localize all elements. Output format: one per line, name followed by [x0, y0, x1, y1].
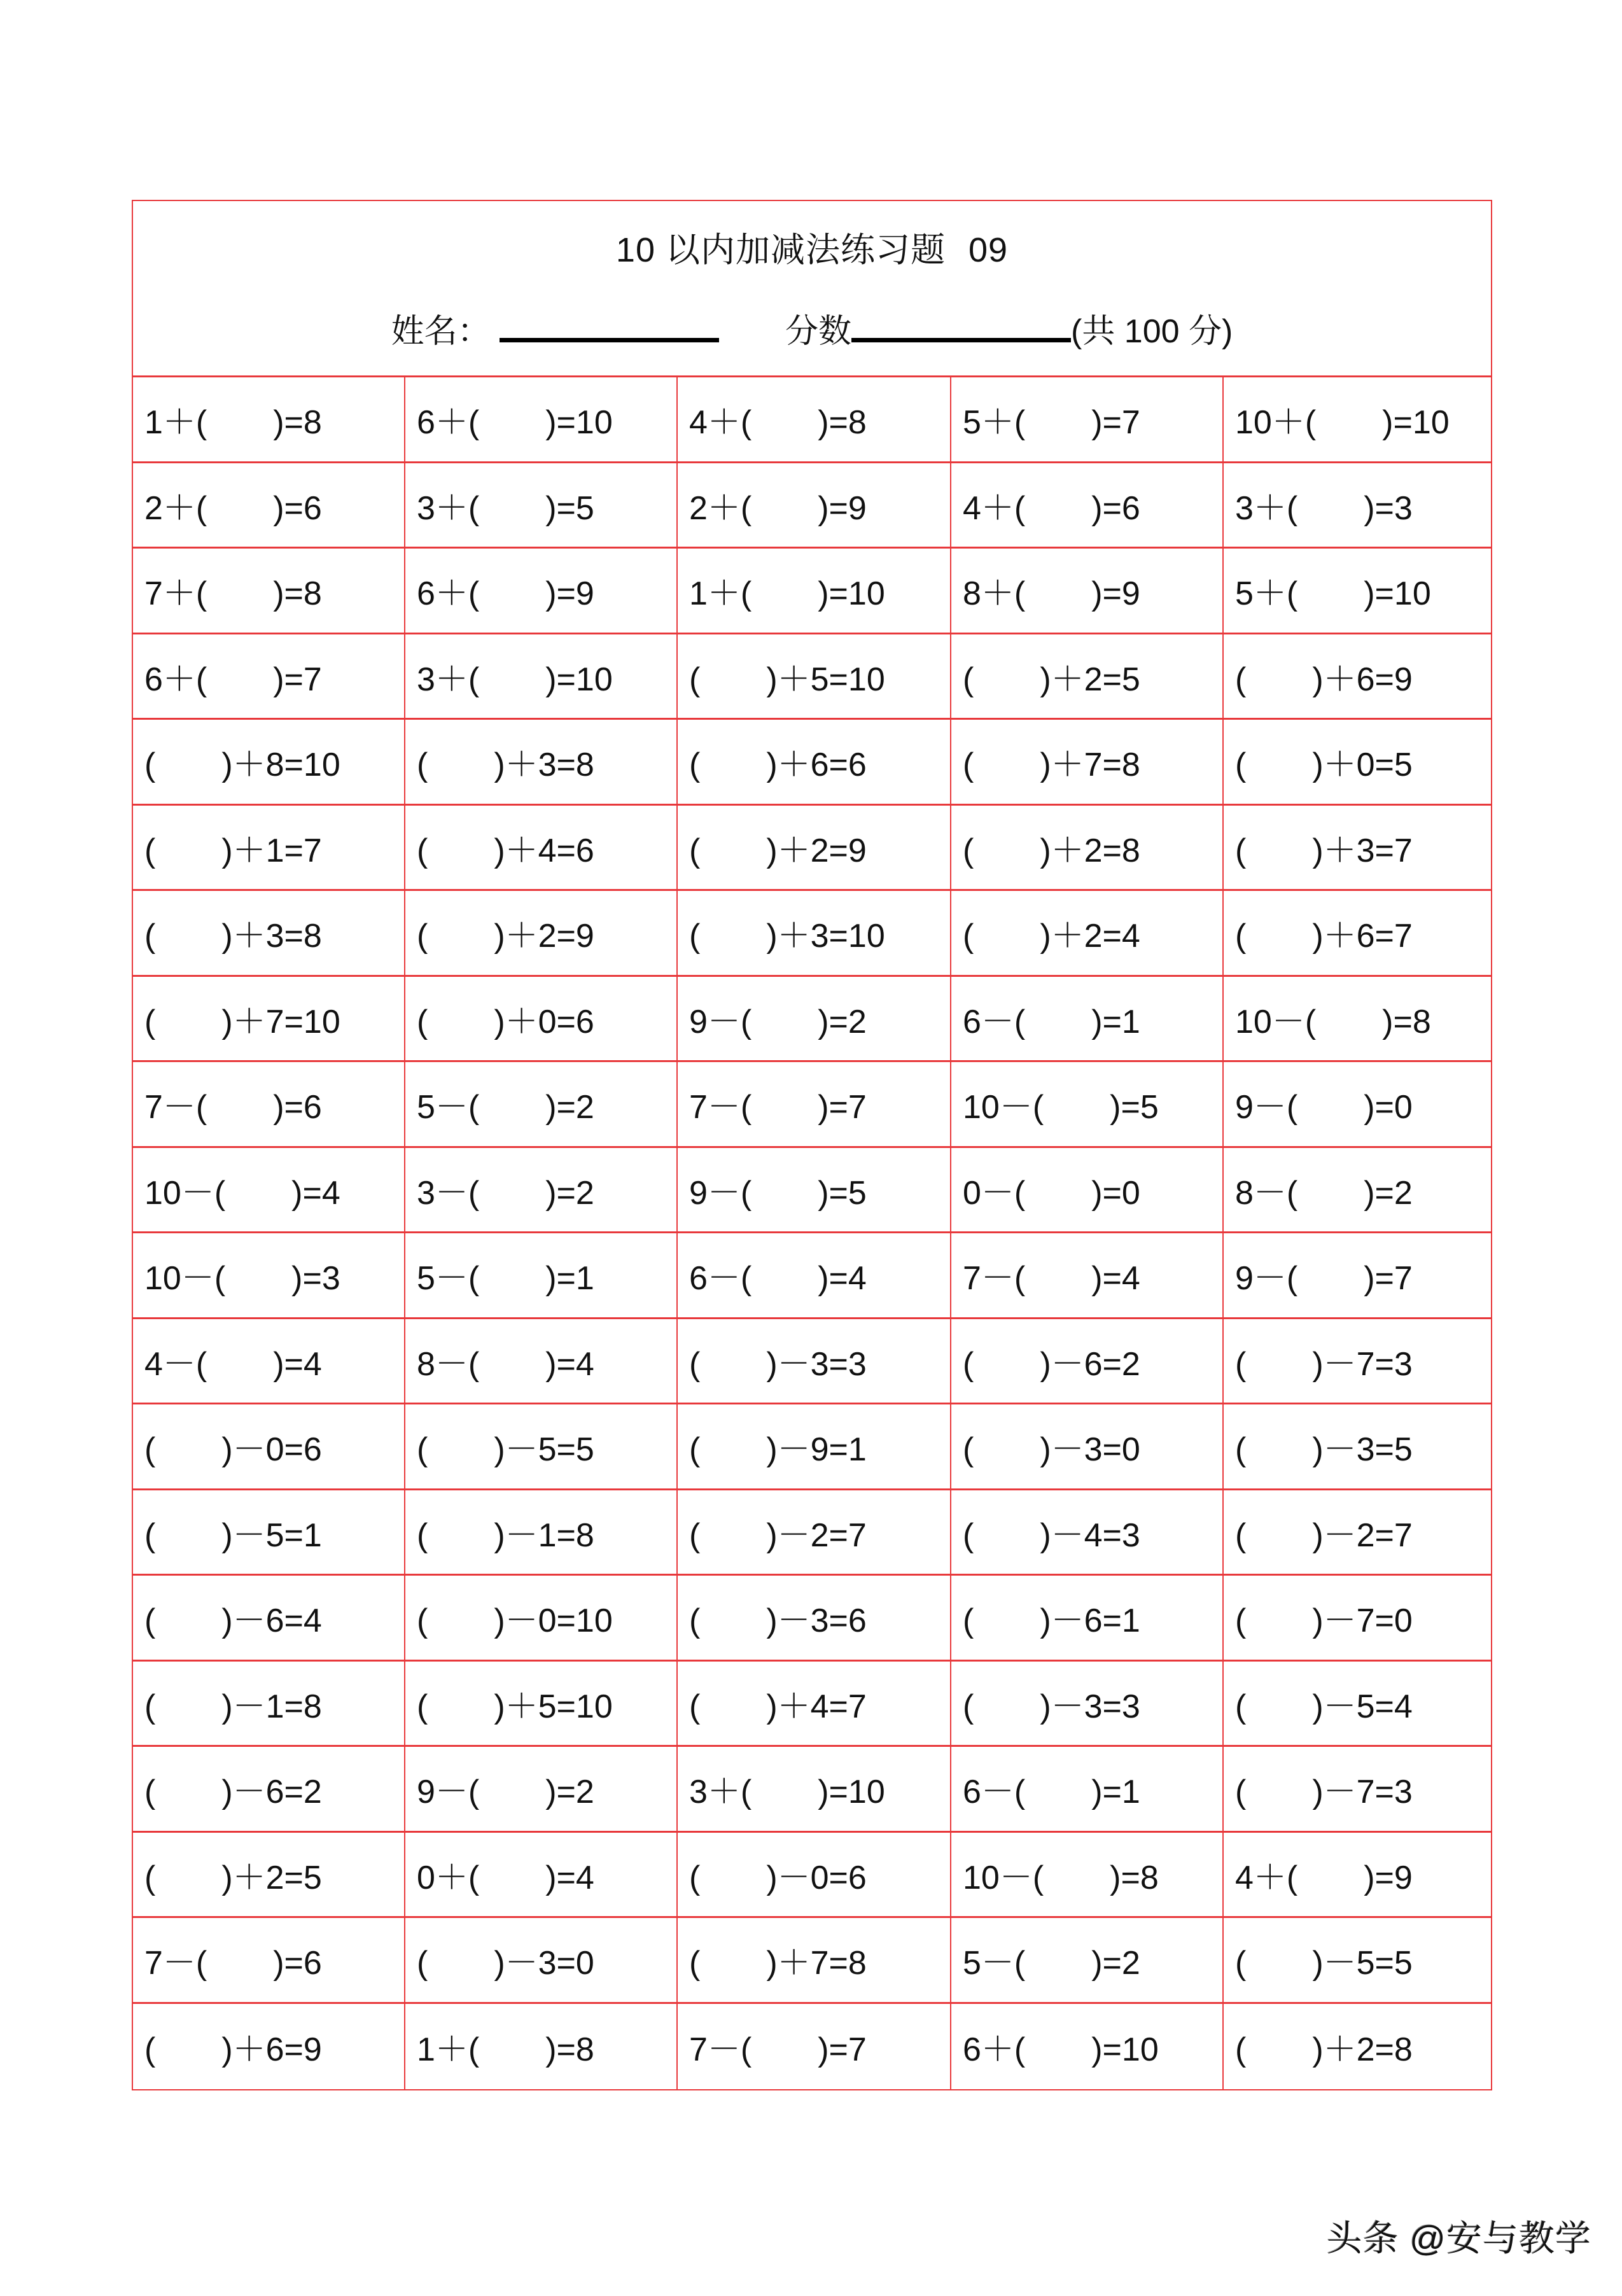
problem-cell[interactable]: ( )－5=5 — [1224, 1918, 1491, 2004]
problem-cell[interactable]: ( )－3=5 — [1224, 1404, 1491, 1490]
problem-cell[interactable]: ( )＋2=9 — [678, 806, 951, 892]
problem-cell[interactable]: ( )＋1=7 — [133, 806, 405, 892]
problem-cell[interactable]: 3＋( )=3 — [1224, 463, 1491, 549]
problem-cell[interactable]: ( )－9=1 — [678, 1404, 951, 1490]
problem-cell[interactable]: ( )＋6=9 — [133, 2004, 405, 2090]
problem-cell[interactable]: 7＋( )=8 — [133, 549, 405, 634]
problem-cell[interactable]: 2＋( )=6 — [133, 463, 405, 549]
problem-cell[interactable]: ( )＋8=10 — [133, 720, 405, 806]
problem-cell[interactable]: ( )－3=0 — [405, 1918, 678, 2004]
problem-cell[interactable]: 10－( )=3 — [133, 1233, 405, 1319]
problem-cell[interactable]: ( )＋2=9 — [405, 891, 678, 977]
problem-cell[interactable]: ( )－2=7 — [678, 1490, 951, 1576]
problem-cell[interactable]: ( )－6=1 — [951, 1576, 1224, 1662]
name-label: 姓名： — [391, 313, 491, 350]
worksheet-header — [133, 201, 1491, 377]
problem-cell[interactable]: 8＋( )=9 — [951, 549, 1224, 634]
score-label: 分数 — [785, 313, 852, 350]
problem-cell[interactable]: ( )－3=3 — [678, 1319, 951, 1405]
problem-cell[interactable]: ( )＋6=6 — [678, 720, 951, 806]
problem-cell[interactable]: 2＋( )=9 — [678, 463, 951, 549]
problem-cell[interactable]: 3＋( )=10 — [405, 634, 678, 720]
problem-cell[interactable]: ( )＋0=5 — [1224, 720, 1491, 806]
problem-cell[interactable]: 5＋( )=7 — [951, 377, 1224, 463]
problem-cell[interactable]: 8－( )=4 — [405, 1319, 678, 1405]
problem-cell[interactable]: ( )＋2=8 — [1235, 2031, 1413, 2069]
problem-cell[interactable]: ( )－5=5 — [405, 1404, 678, 1490]
problem-cell[interactable]: 9－( )=2 — [405, 1747, 678, 1833]
problem-cell[interactable]: 7－( )=6 — [133, 1918, 405, 2004]
problem-cell[interactable]: 1＋( )=8 — [133, 377, 405, 463]
problem-cell[interactable]: 6－( )=1 — [951, 977, 1224, 1063]
problem-cell[interactable]: 3－( )=2 — [405, 1148, 678, 1234]
problem-cell[interactable]: 5－( )=2 — [405, 1062, 678, 1148]
problem-cell[interactable]: ( )－1=8 — [405, 1490, 678, 1576]
problem-cell[interactable]: 6＋( )=10 — [951, 2004, 1224, 2090]
problem-grid — [133, 377, 1491, 2089]
problem-cell[interactable]: 7－( )=7 — [678, 2004, 951, 2090]
problem-cell[interactable]: 6－( )=1 — [951, 1747, 1224, 1833]
problem-cell[interactable]: ( )＋3=7 — [1224, 806, 1491, 892]
problem-cell[interactable]: ( )－0=6 — [678, 1833, 951, 1919]
problem-cell[interactable]: ( )＋7=8 — [951, 720, 1224, 806]
problem-cell[interactable]: ( )＋3=10 — [678, 891, 951, 977]
problem-cell[interactable]: 4＋( )=8 — [678, 377, 951, 463]
problem-cell[interactable]: 3＋( )=5 — [405, 463, 678, 549]
problem-cell[interactable]: ( )－1=8 — [133, 1662, 405, 1747]
problem-cell[interactable]: 10－( )=8 — [1224, 977, 1491, 1063]
problem-cell[interactable]: 9－( )=0 — [1224, 1062, 1491, 1148]
problem-cell[interactable]: ( )＋6=7 — [1224, 891, 1491, 977]
problem-cell[interactable]: 9－( )=2 — [678, 977, 951, 1063]
title-number: 09 — [968, 231, 1009, 269]
problem-cell[interactable]: ( )＋2=4 — [951, 891, 1224, 977]
student-info — [133, 304, 1491, 352]
problem-cell[interactable]: ( )－3=6 — [678, 1576, 951, 1662]
problem-cell[interactable]: ( )－3=0 — [951, 1404, 1224, 1490]
problem-cell[interactable]: 6＋( )=10 — [405, 377, 678, 463]
problem-cell[interactable]: ( )－7=3 — [1224, 1747, 1491, 1833]
problem-cell[interactable]: ( )＋3=8 — [133, 891, 405, 977]
problem-cell[interactable]: ( )＋2=8 — [951, 806, 1224, 892]
problem-cell[interactable]: ( )＋3=8 — [405, 720, 678, 806]
problem-cell[interactable]: 1＋( )=10 — [678, 549, 951, 634]
problem-cell[interactable]: ( )＋7=8 — [678, 1918, 951, 2004]
problem-cell[interactable]: ( )－6=2 — [951, 1319, 1224, 1405]
problem-cell[interactable]: 4＋( )=6 — [951, 463, 1224, 549]
problem-cell[interactable]: ( )＋7=10 — [133, 977, 405, 1063]
problem-cell[interactable]: 4－( )=4 — [133, 1319, 405, 1405]
problem-cell[interactable]: ( )＋5=10 — [678, 634, 951, 720]
score-field[interactable] — [851, 312, 1071, 342]
problem-cell[interactable]: ( )－6=2 — [133, 1747, 405, 1833]
problem-cell[interactable]: ( )－3=3 — [951, 1662, 1224, 1747]
problem-cell[interactable]: 7－( )=7 — [678, 1062, 951, 1148]
page-title — [133, 223, 1491, 272]
problem-cell[interactable]: 0＋( )=4 — [405, 1833, 678, 1919]
title-text: 10 以内加减法练习题 — [615, 231, 946, 269]
problem-cell[interactable]: ( )－2=7 — [1224, 1490, 1491, 1576]
problem-cell[interactable]: 1＋( )=8 — [405, 2004, 678, 2090]
problem-cell[interactable]: ( )＋0=6 — [405, 977, 678, 1063]
problem-cell[interactable]: ( )－7=3 — [1224, 1319, 1491, 1405]
problem-cell[interactable]: 9－( )=7 — [1224, 1233, 1491, 1319]
problem-cell[interactable]: 3＋( )=10 — [678, 1747, 951, 1833]
problem-cell[interactable]: 6＋( )=9 — [405, 549, 678, 634]
problem-cell[interactable]: 10＋( )=10 — [1224, 377, 1491, 463]
problem-cell[interactable]: ( )＋5=10 — [405, 1662, 678, 1747]
problem-cell[interactable]: 0－( )=0 — [951, 1148, 1224, 1234]
problem-cell[interactable]: ( )－5=4 — [1224, 1662, 1491, 1747]
problem-cell[interactable]: ( )＋2=5 — [133, 1833, 405, 1919]
problem-cell[interactable]: 4＋( )=9 — [1224, 1833, 1491, 1919]
problem-cell[interactable]: 10－( )=5 — [951, 1062, 1224, 1148]
problem-cell[interactable]: ( )＋6=9 — [1224, 634, 1491, 720]
problem-cell[interactable]: ( )－4=3 — [951, 1490, 1224, 1576]
problem-cell[interactable]: 10－( )=4 — [133, 1148, 405, 1234]
problem-cell[interactable]: 7－( )=6 — [133, 1062, 405, 1148]
problem-cell[interactable]: ( )＋4=7 — [678, 1662, 951, 1747]
problem-cell[interactable]: 8－( )=2 — [1224, 1148, 1491, 1234]
problem-cell[interactable]: ( )＋4=6 — [405, 806, 678, 892]
problem-cell[interactable]: ( )－5=1 — [133, 1490, 405, 1576]
problem-cell[interactable]: 6＋( )=7 — [133, 634, 405, 720]
problem-cell[interactable]: 5－( )=1 — [405, 1233, 678, 1319]
problem-cell[interactable]: 5＋( )=10 — [1224, 549, 1491, 634]
worksheet — [132, 200, 1492, 2090]
problem-cell[interactable]: ( )－0=6 — [133, 1404, 405, 1490]
problem-cell[interactable]: ( )＋2=5 — [951, 634, 1224, 720]
problem-cell[interactable]: 7－( )=4 — [951, 1233, 1224, 1319]
problem-cell[interactable]: 9－( )=5 — [678, 1148, 951, 1234]
name-field[interactable] — [500, 312, 719, 342]
total-label: (共 100 分) — [1071, 313, 1233, 350]
problem-cell[interactable]: ( )－0=10 — [405, 1576, 678, 1662]
problem-cell[interactable]: 6－( )=4 — [678, 1233, 951, 1319]
problem-cell[interactable]: ( )－7=0 — [1224, 1576, 1491, 1662]
watermark: 头条 @安与教学 — [1326, 2218, 1591, 2258]
problem-cell[interactable]: 5－( )=2 — [951, 1918, 1224, 2004]
problem-cell[interactable]: ( )－6=4 — [133, 1576, 405, 1662]
problem-cell[interactable]: 10－( )=8 — [951, 1833, 1224, 1919]
